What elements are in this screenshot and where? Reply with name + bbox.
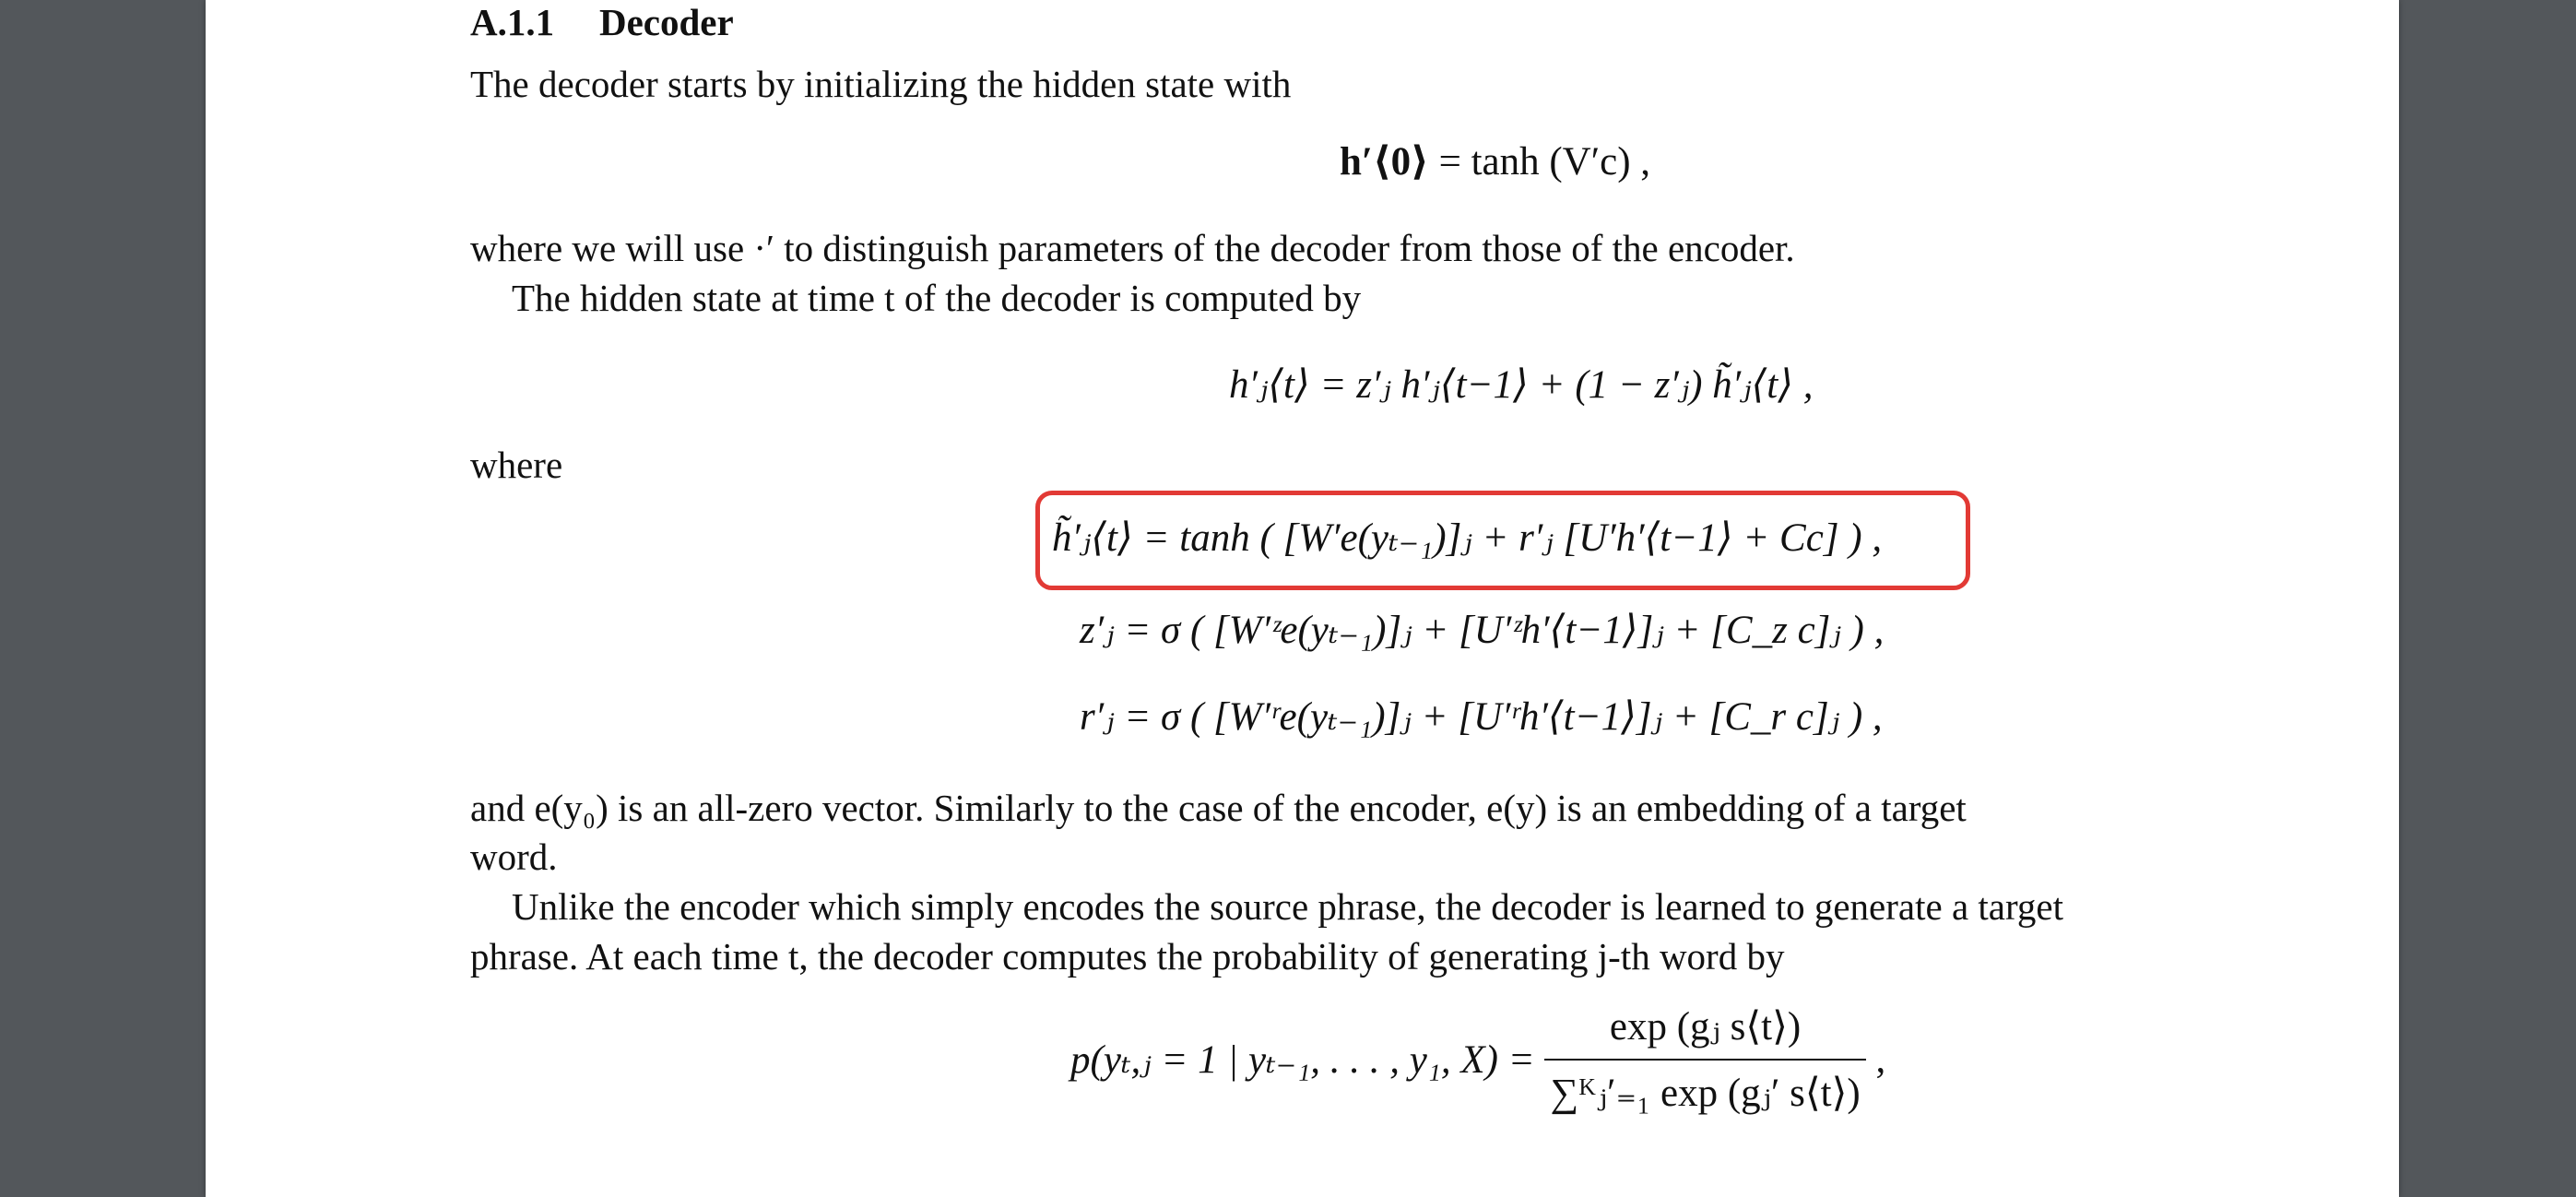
section-number: A.1.1 [470, 1, 555, 43]
paragraph-notation: where we will use ·′ to distinguish parameters of the decoder from those of the encoder. [470, 227, 1795, 269]
equation-update-gate: z′ⱼ = σ ( [W′ᶻe(yₜ₋₁)]ⱼ + [U′ᶻh′⟨t−1⟩]ⱼ + [C_z c]ⱼ ) , [1080, 609, 1885, 652]
equation-probability: p(yₜ,ⱼ = 1 | yₜ₋₁, . . . , y₁, X) = $\frac{\text{exp (gⱼ s⟨t⟩)}}{\text{∑ᴷⱼ′₌₁ exp (gⱼ′ s⟨t⟩)}}$ , [1070, 1005, 1886, 1115]
section-heading [470, 0, 734, 44]
paragraph-intro: The decoder starts by initializing the hidden state with [470, 63, 1292, 105]
equation-candidate: h̃′ⱼ⟨t⟩ = tanh ( [W′e(yₜ₋₁)]ⱼ + r′ⱼ [U′h′⟨t−1⟩ + Cc] ) , [1052, 516, 1883, 560]
paragraph-hidden-state: The hidden state at time t of the decoder is computed by [512, 277, 1362, 319]
paragraph-where: where [470, 444, 563, 486]
equation-init-lhs: h′⟨0⟩ [1340, 140, 1429, 184]
equation-hidden-update: h′ⱼ⟨t⟩ = z′ⱼ h′ⱼ⟨t−1⟩ + (1 − z′ⱼ) h̃′ⱼ⟨t⟩ , [1229, 363, 1814, 407]
equation-init-rhs: = tanh (V′c) , [1438, 140, 1651, 184]
equation-probability-numerator: exp (gⱼ s⟨t⟩) [1544, 1003, 1865, 1061]
equation-probability-denominator: ∑ᴷⱼ′₌₁ exp (gⱼ′ s⟨t⟩) [1550, 1072, 1861, 1115]
equation-reset-gate: r′ⱼ = σ ( [W′ʳe(yₜ₋₁)]ⱼ + [U′ʳh′⟨t−1⟩]ⱼ + [C_r c]ⱼ ) , [1080, 695, 1883, 739]
section-title: Decoder [599, 1, 734, 43]
pdf-page [206, 0, 2399, 1197]
paragraph-generate-line2: phrase. At each time t, the decoder computes the probability of generating j-th word by [470, 935, 1785, 978]
paragraph-embedding-line1: and e(y₀) is an all-zero vector. Similarly to the case of the encoder, e(y) is an embedding of a target [470, 787, 1967, 829]
equation-probability-lhs: p(yₜ,ⱼ = 1 | yₜ₋₁, . . . , y₁, X) = [1070, 1038, 1535, 1082]
paragraph-generate-line1: Unlike the encoder which simply encodes the source phrase, the decoder is learned to generate a target [512, 885, 2063, 928]
paragraph-embedding-line2: word. [470, 836, 558, 878]
equation-init [1340, 138, 1650, 184]
equation-probability-fraction [1544, 1003, 1865, 1116]
